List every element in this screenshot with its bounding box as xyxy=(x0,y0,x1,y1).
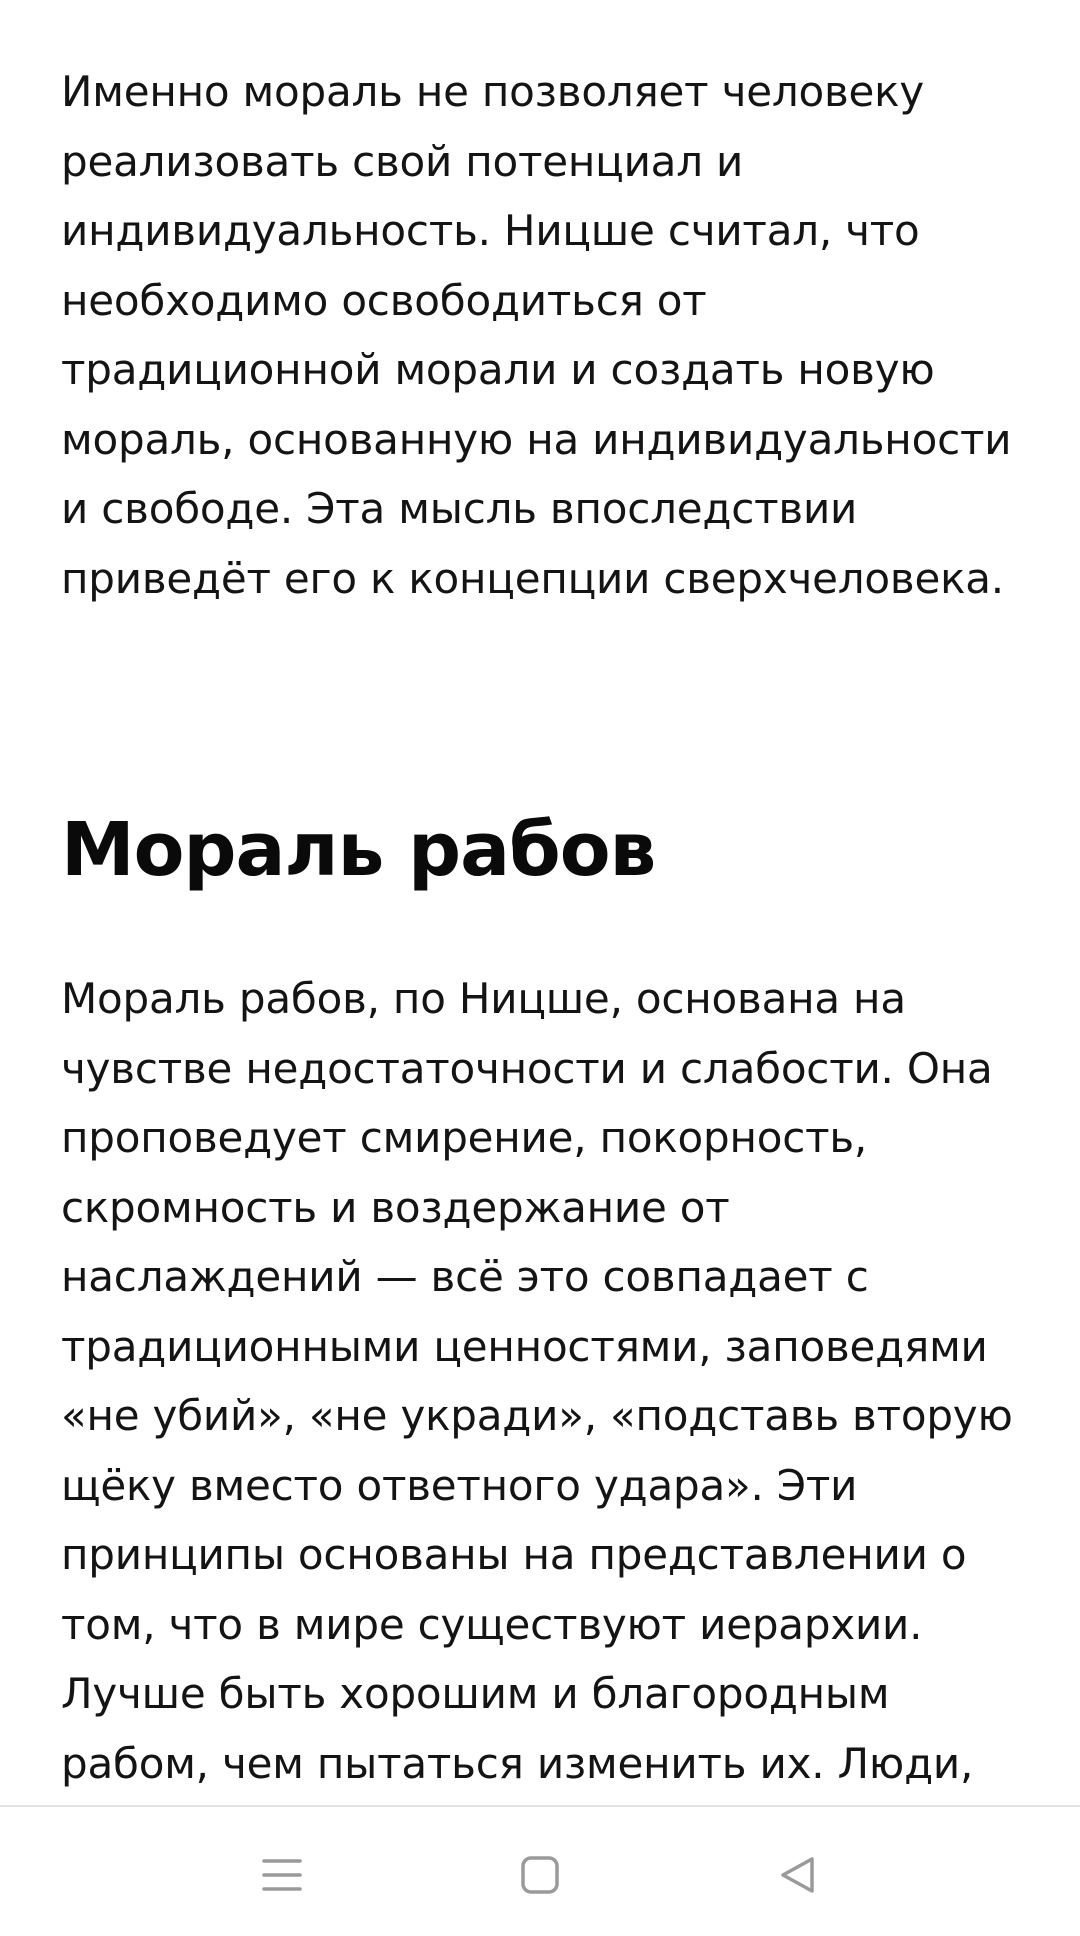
section-heading: Мораль рабов xyxy=(61,807,656,893)
back-button[interactable] xyxy=(743,1825,853,1925)
system-navigation-bar xyxy=(0,1805,1080,1936)
article-content xyxy=(61,0,1021,1805)
triangle-back-icon xyxy=(778,1855,818,1895)
article-paragraph: Мораль рабов, по Ницше, основана на чувстве недостаточности и слабости. Она проповедует смирение, покорность, скромность и воздержание от наслаждений — всё это совпадает с традиционными ценностями, заповедями «не убий», «не укради», «подставь вторую щёку вместо ответного удара». Эти принципы основаны на представлении о том, что в мире существуют иерархии. Лучше быть хорошим и благородным рабом, чем пытаться изменить их. Люди, xyxy=(61,974,1013,1788)
article-paragraph: Именно мораль не позволяет человеку реализовать свой потенциал и индивидуальность. Ницше считал, что необходимо освободиться от традиционной морали и создать новую мораль, основанную на индивидуальности и свободе. Эта мысль впоследствии приведёт его к концепции сверхчеловека. xyxy=(61,67,1012,603)
square-home-icon xyxy=(520,1855,560,1895)
home-button[interactable] xyxy=(485,1825,595,1925)
recent-apps-button[interactable] xyxy=(227,1825,337,1925)
menu-icon xyxy=(262,1857,302,1893)
